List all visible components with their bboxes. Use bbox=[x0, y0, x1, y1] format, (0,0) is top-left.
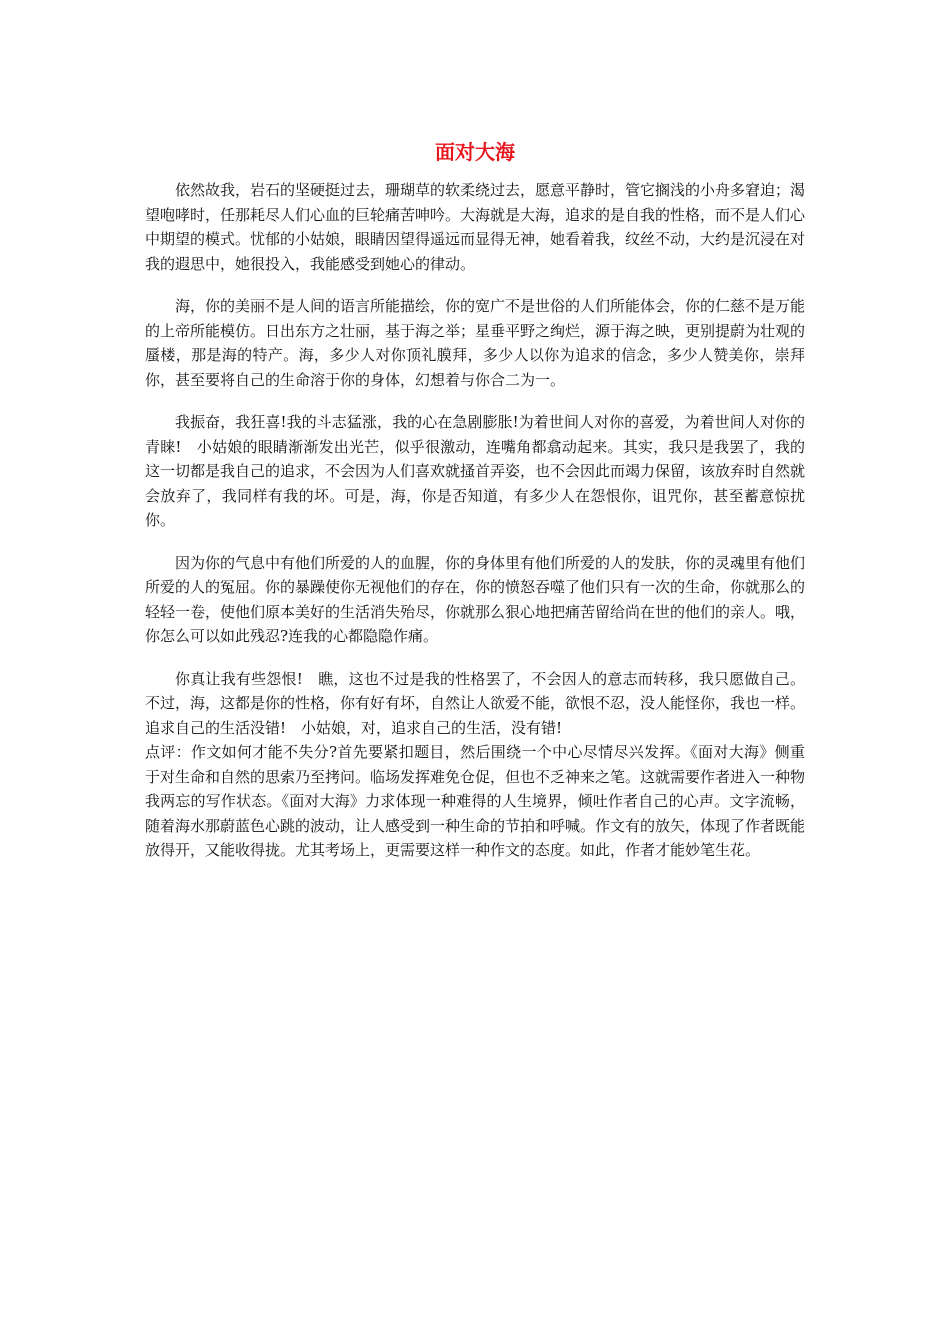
paragraph-3: 我振奋，我狂喜!我的斗志猛涨，我的心在急剧膨胀!为着世间人对你的喜爱，为着世间人对你的青睐! 小姑娘的眼睛渐渐发出光芒，似乎很激动，连嘴角都翕动起来。其实，我只是我罢了，我的这一切都是我自己的追求，不会因为人们喜欢就搔首弄姿，也不会因此而竭力保留，该放弃时自然就会放弃了，我同样有我的坏。可是，海，你是否知道，有多少人在怨恨你，诅咒你，甚至蓄意惊扰你。 bbox=[145, 413, 806, 529]
document-title: 面对大海 bbox=[435, 140, 515, 164]
document-body bbox=[145, 138, 805, 863]
paragraph-5: 你真让我有些怨恨! 瞧，这也不过是我的性格罢了，不会因人的意志而转移，我只愿做自己。不过，海，这都是你的性格，你有好有坏，自然让人欲爱不能，欲恨不忍，没人能怪你，我也一样。追求自己的生活没错! 小姑娘，对，追求自己的生活，没有错! bbox=[145, 669, 806, 737]
comment-paragraph: 点评：作文如何才能不失分?首先要紧扣题目，然后围绕一个中心尽情尽兴发挥。《面对大海》侧重于对生命和自然的思索乃至拷问。临场发挥难免仓促，但也不乏神来之笔。这就需要作者进入一种物我两忘的写作状态。《面对大海》力求体现一种难得的人生境界，倾吐作者自己的心声。文字流畅，随着海水那蔚蓝色心跳的波动，让人感受到一种生命的节拍和呼喊。作文有的放矢，体现了作者既能放得开，又能收得拢。尤其考场上，更需要这样一种作文的态度。如此，作者才能妙笔生花。 bbox=[145, 743, 806, 859]
paragraph-4: 因为你的气息中有他们所爱的人的血腥，你的身体里有他们所爱的人的发肤，你的灵魂里有他们所爱的人的冤屈。你的暴躁使你无视他们的存在，你的愤怒吞噬了他们只有一次的生命，你就那么的轻轻一卷，使他们原本美好的生活消失殆尽，你就那么狠心地把痛苦留给尚在世的他们的亲人。哦，你怎么可以如此残忍?连我的心都隐隐作痛。 bbox=[145, 553, 806, 645]
paragraph-1: 依然故我，岩石的坚硬挺过去，珊瑚草的软柔绕过去，愿意平静时，管它搁浅的小舟多窘迫；渴望咆哮时，任那耗尽人们心血的巨轮痛苦呻吟。大海就是大海，追求的是自我的性格，而不是人们心中期望的模式。忧郁的小姑娘，眼睛因望得遥远而显得无神，她看着我，纹丝不动，大约是沉浸在对我的遐思中，她很投入，我能感受到她心的律动。 bbox=[145, 181, 806, 273]
paragraph-2: 海，你的美丽不是人间的语言所能描绘，你的宽广不是世俗的人们所能体会，你的仁慈不是万能的上帝所能模仿。日出东方之壮丽，基于海之举；星垂平野之绚烂，源于海之映，更别提蔚为壮观的蜃楼，那是海的特产。海，多少人对你顶礼膜拜，多少人以你为追求的信念，多少人赞美你，崇拜你，甚至要将自己的生命溶于你的身体，幻想着与你合二为一。 bbox=[145, 297, 806, 389]
